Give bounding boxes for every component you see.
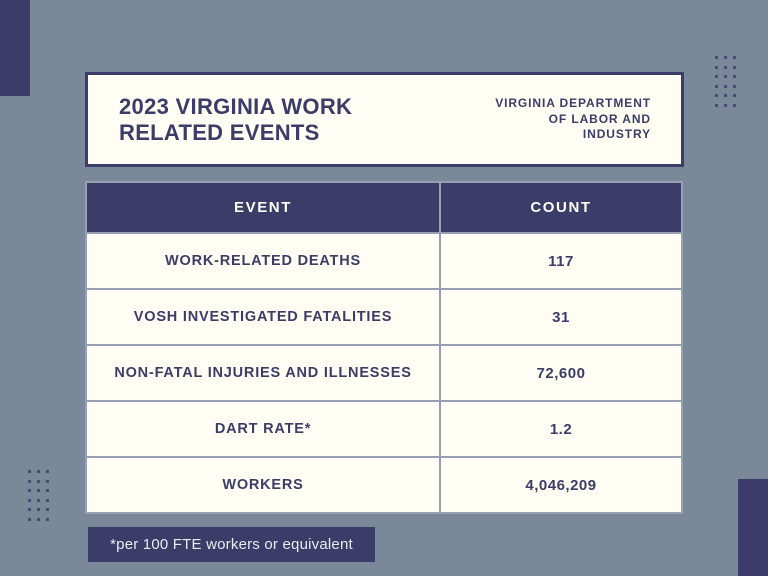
event-cell-work-related-deaths: WORK-RELATED DEATHS (87, 234, 439, 288)
page-title-line2: RELATED EVENTS (119, 119, 320, 145)
event-cell-workers: WORKERS (87, 458, 439, 512)
event-cell-vosh-investigated-fatalities: VOSH INVESTIGATED FATALITIES (87, 290, 439, 344)
event-cell-non-fatal-injuries: NON-FATAL INJURIES AND ILLNESSES (87, 346, 439, 400)
org-name-line2: OF LABOR AND (548, 111, 651, 126)
column-header-event: EVENT (87, 183, 439, 232)
event-cell-dart-rate: DART RATE* (87, 402, 439, 456)
title-card (85, 72, 684, 167)
count-cell-workers: 4,046,209 (441, 458, 681, 512)
data-table (85, 181, 683, 514)
accent-bar-bottom-right (738, 479, 768, 576)
count-cell-vosh-investigated-fatalities: 31 (441, 290, 681, 344)
accent-bar-top-left (0, 0, 30, 96)
dot-grid-bottom-left-icon (28, 470, 49, 521)
dot-grid-top-right-icon (715, 56, 736, 107)
org-name (495, 96, 651, 143)
footnote-badge (88, 527, 375, 562)
count-cell-work-related-deaths: 117 (441, 234, 681, 288)
footnote-text: *per 100 FTE workers or equivalent (110, 536, 353, 553)
page-title-line1: 2023 VIRGINIA WORK (119, 94, 353, 120)
page-title (119, 94, 352, 145)
count-cell-non-fatal-injuries: 72,600 (441, 346, 681, 400)
org-name-line1: VIRGINIA DEPARTMENT (495, 95, 651, 110)
org-name-line3: INDUSTRY (582, 127, 651, 142)
column-header-count: COUNT (441, 183, 681, 232)
count-cell-dart-rate: 1.2 (441, 402, 681, 456)
